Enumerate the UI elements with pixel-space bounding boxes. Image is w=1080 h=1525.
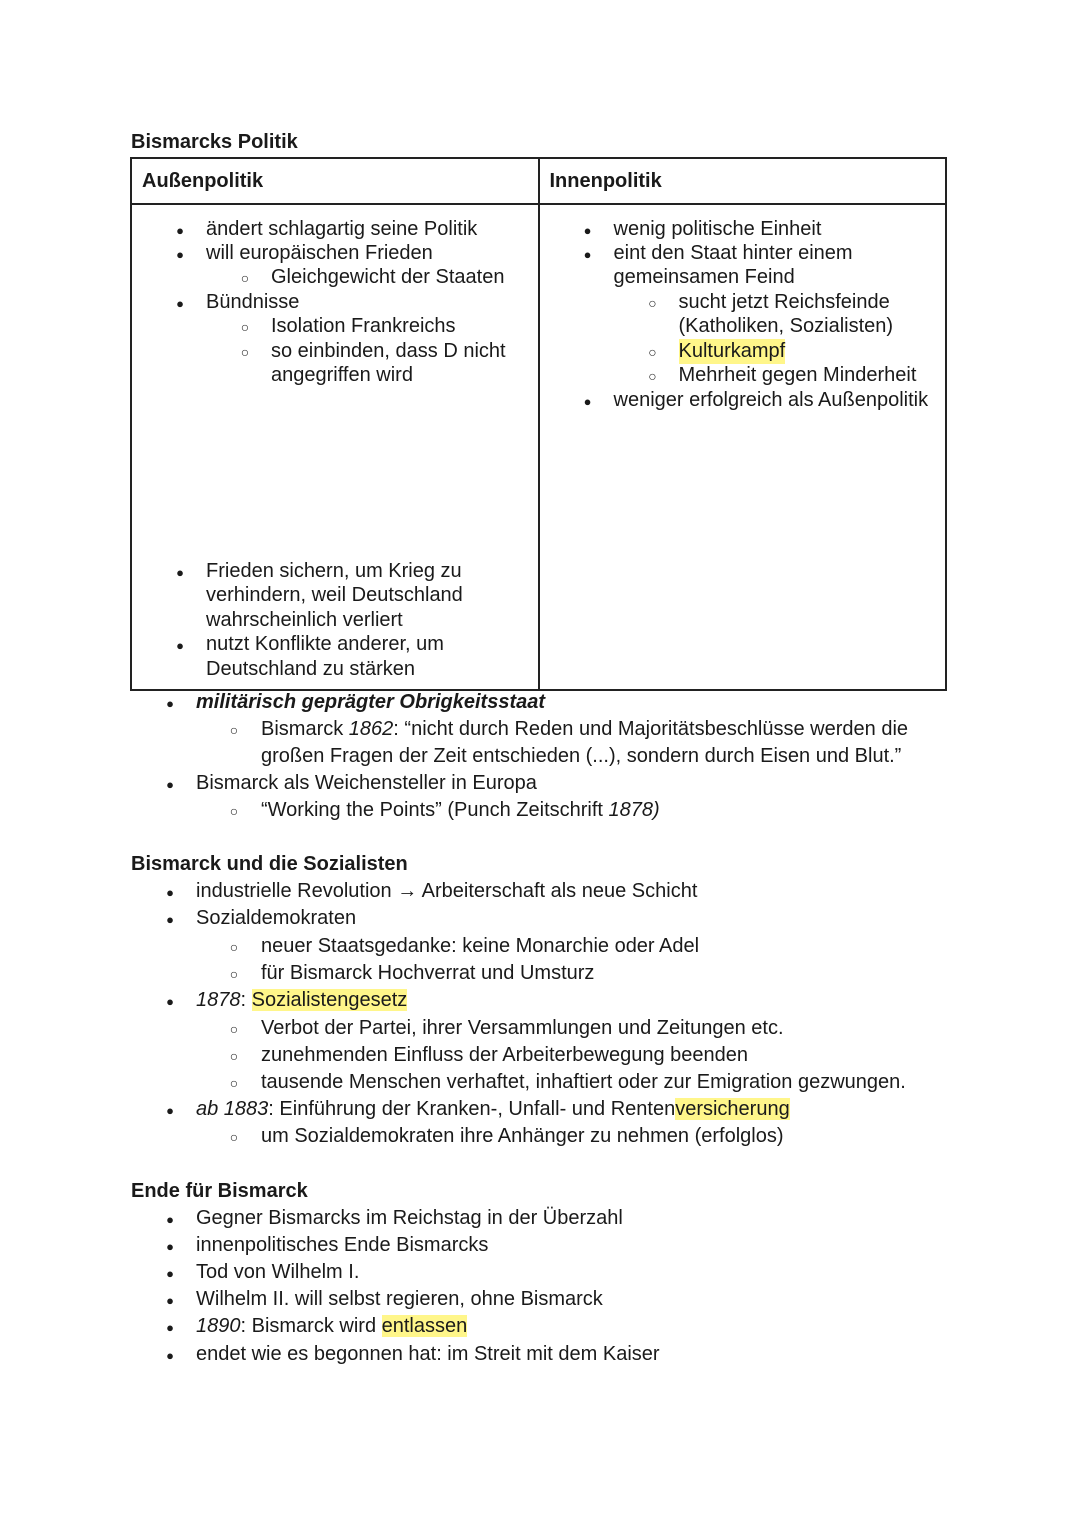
list-item: so einbinden, dass D nicht (271, 340, 506, 362)
list-item: industrielle Revolution → Arbeiterschaft als neue Schicht (196, 880, 698, 902)
list-item: eint den Staat hinter einem (613, 242, 853, 264)
quote-line-cont: großen Fragen der Zeit entschieden (...), sondern durch Eisen und Blut.” (261, 745, 902, 767)
cell-innenpolitik (539, 204, 947, 690)
circle-bullet-icon (224, 961, 244, 987)
list-item: innenpolitisches Ende Bismarcks (196, 1234, 489, 1256)
list-item: Mehrheit gegen Minderheit (678, 364, 917, 386)
circle-bullet-icon (224, 798, 244, 824)
list-item: militärisch geprägter Obrigkeitsstaat (196, 691, 546, 713)
list-item: Sozialdemokraten (196, 907, 357, 929)
bullet-icon (160, 1233, 180, 1260)
list-item: nutzt Konflikte anderer, um (206, 633, 444, 655)
section-title-sozialisten: Bismarck und die Sozialisten (131, 853, 408, 875)
circle-bullet-icon (224, 934, 244, 960)
list-item: Tod von Wilhelm I. (196, 1261, 360, 1283)
circle-bullet-icon (643, 363, 663, 389)
politics-table (130, 157, 947, 691)
list-item: Gleichgewicht der Staaten (271, 266, 505, 288)
circle-bullet-icon (224, 1016, 244, 1042)
bullet-icon (578, 217, 598, 244)
circle-bullet-icon (235, 339, 255, 365)
list-item: Bismarck als Weichensteller in Europa (196, 772, 537, 794)
cell-aussenpolitik (131, 204, 539, 690)
list-item: zunehmenden Einfluss der Arbeiterbewegung beenden (261, 1044, 749, 1066)
bullet-icon (578, 388, 598, 415)
list-item-highlight: Kulturkampf (678, 340, 786, 362)
section-title-ende: Ende für Bismarck (131, 1180, 308, 1202)
list-item: um Sozialdemokraten ihre Anhänger zu nehmen (erfolglos) (261, 1125, 784, 1147)
circle-bullet-icon (235, 265, 255, 291)
quote-line: Bismarck 1862: “nicht durch Reden und Majoritätsbeschlüsse werden die (261, 718, 909, 740)
bullet-icon (160, 1097, 180, 1124)
list-item: ab 1883: Einführung der Kranken-, Unfall- und Rentenversicherung (196, 1098, 790, 1120)
list-item: tausende Menschen verhaftet, inhaftiert oder zur Emigration gezwungen. (261, 1071, 906, 1093)
bullet-icon (170, 241, 190, 268)
bullet-icon (170, 290, 190, 317)
bullet-icon (160, 1287, 180, 1314)
list-item-cont: verhindern, weil Deutschland (206, 584, 463, 606)
list-item: neuer Staatsgedanke: keine Monarchie oder Adel (261, 935, 700, 957)
list-item-cont: angegriffen wird (271, 364, 413, 386)
list-item: für Bismarck Hochverrat und Umsturz (261, 962, 595, 984)
bullet-icon (170, 632, 190, 659)
circle-bullet-icon (235, 314, 255, 340)
list-item: sucht jetzt Reichsfeinde (678, 291, 890, 313)
list-item-cont: wahrscheinlich verliert (206, 609, 403, 631)
section-title-politik: Bismarcks Politik (131, 131, 298, 153)
bullet-icon (170, 217, 190, 244)
circle-bullet-icon (224, 1070, 244, 1096)
list-item: 1878: Sozialistengesetz (196, 989, 408, 1011)
bullet-icon (160, 1314, 180, 1341)
circle-bullet-icon (224, 1124, 244, 1150)
list-item-cont: (Katholiken, Sozialisten) (678, 315, 894, 337)
bullet-icon (160, 906, 180, 933)
bullet-icon (160, 1260, 180, 1287)
header-aussenpolitik: Außenpolitik (131, 158, 539, 204)
list-item: Verbot der Partei, ihrer Versammlungen und Zeitungen etc. (261, 1017, 784, 1039)
circle-bullet-icon (643, 290, 663, 316)
punch-line: “Working the Points” (Punch Zeitschrift 1878) (261, 799, 660, 821)
bullet-icon (160, 690, 180, 717)
list-item: Gegner Bismarcks im Reichstag in der Überzahl (196, 1207, 623, 1229)
list-item: weniger erfolgreich als Außenpolitik (613, 389, 929, 411)
list-item: endet wie es begonnen hat: im Streit mit dem Kaiser (196, 1343, 660, 1365)
circle-bullet-icon (224, 1043, 244, 1069)
list-item: Frieden sichern, um Krieg zu (206, 560, 462, 582)
list-item: ändert schlagartig seine Politik (206, 218, 478, 240)
bullet-icon (578, 241, 598, 268)
circle-bullet-icon (224, 717, 244, 743)
list-item: Bündnisse (206, 291, 300, 313)
bullet-icon (170, 559, 190, 586)
bullet-icon (160, 988, 180, 1015)
header-innenpolitik: Innenpolitik (539, 158, 947, 204)
bullet-icon (160, 1342, 180, 1369)
bullet-icon (160, 1206, 180, 1233)
bullet-icon (160, 879, 180, 906)
list-item-cont: gemeinsamen Feind (613, 266, 795, 288)
bullet-icon (160, 771, 180, 798)
list-item: Isolation Frankreichs (271, 315, 456, 337)
list-item: wenig politische Einheit (613, 218, 822, 240)
list-item: will europäischen Frieden (206, 242, 433, 264)
list-item: Wilhelm II. will selbst regieren, ohne Bismarck (196, 1288, 603, 1310)
circle-bullet-icon (643, 339, 663, 365)
list-item: 1890: Bismarck wird entlassen (196, 1315, 468, 1337)
list-item-cont: Deutschland zu stärken (206, 658, 416, 680)
